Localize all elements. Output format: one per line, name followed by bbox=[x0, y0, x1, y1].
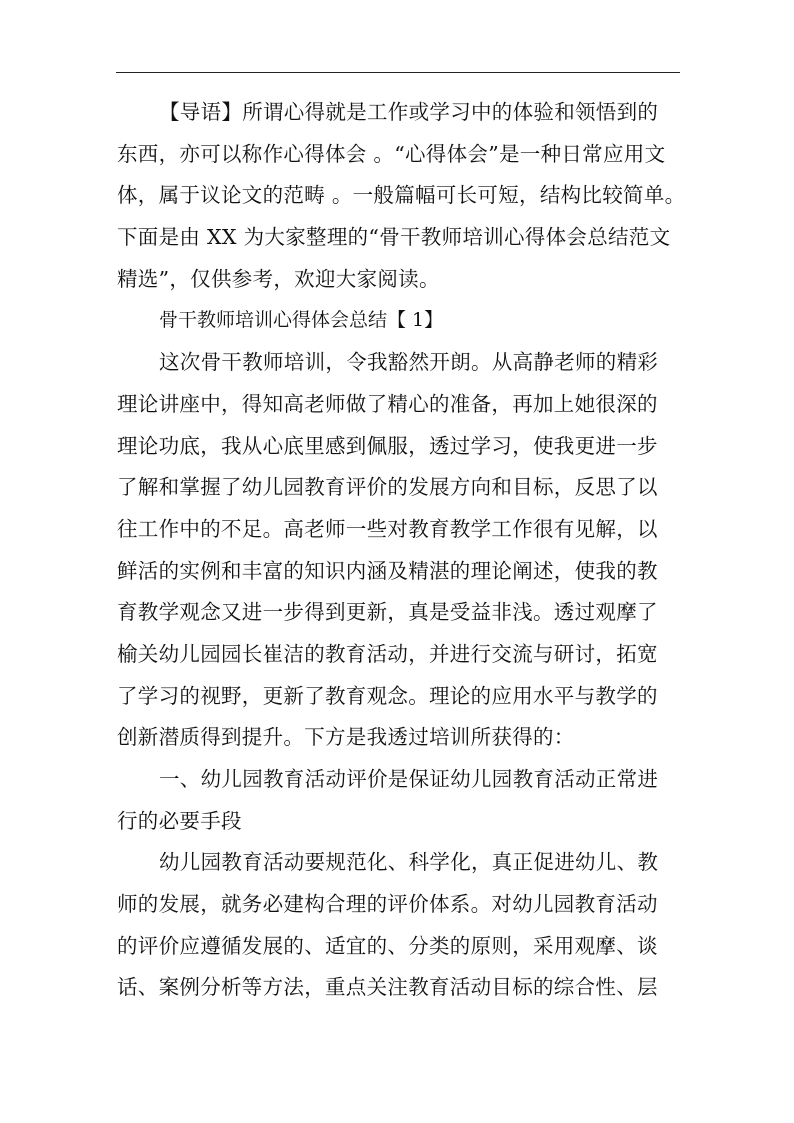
section-title: 骨干教师培训心得体会总结【 1】 bbox=[159, 309, 444, 332]
intro-line: 体，属于议论文的范畴 。一般篇幅可长可短，结构比较简单。 bbox=[117, 183, 686, 208]
paragraph-line: 话、案例分析等方法，重点关注教育活动目标的综合性、层 bbox=[117, 975, 658, 1000]
paragraph-line: 往工作中的不足。高老师一些对教育教学工作很有见解，以 bbox=[117, 516, 658, 541]
document-body bbox=[117, 92, 686, 1009]
paragraph-line: 的评价应遵循发展的、适宜的、分类的原则，采用观摩、谈 bbox=[117, 933, 658, 958]
intro-line: 下面是由 XX 为大家整理的“骨干教师培训心得体会总结范文 bbox=[117, 225, 671, 250]
subheading-line: 一、幼儿园教育活动评价是保证幼儿园教育活动正常进 bbox=[159, 767, 659, 791]
paragraph-line: 师的发展，就务必建构合理的评价体系。对幼儿园教育活动 bbox=[117, 892, 658, 917]
paragraph-line: 育教学观念又进一步得到更新，真是受益非浅。透过观摩了 bbox=[117, 600, 658, 625]
paragraph-line: 这次骨干教师培训，令我豁然开朗。从高静老师的精彩 bbox=[159, 350, 659, 375]
paragraph-line: 创新潜质得到提升。下方是我透过培训所获得的： bbox=[117, 725, 575, 750]
subheading-line: 行的必要手段 bbox=[117, 808, 242, 833]
paragraph-line: 了学习的视野，更新了教育观念。理论的应用水平与教学的 bbox=[117, 683, 658, 708]
paragraph-line: 理论讲座中，得知高老师做了精心的准备，再加上她很深的 bbox=[117, 391, 658, 416]
header-rule bbox=[116, 72, 680, 73]
paragraph-line: 了解和掌握了幼儿园教育评价的发展方向和目标，反思了以 bbox=[117, 475, 658, 500]
intro-line: 精选”，仅供参考，欢迎大家阅读。 bbox=[117, 266, 440, 291]
paragraph-line: 鲜活的实例和丰富的知识内涵及精湛的理论阐述，使我的教 bbox=[117, 558, 658, 583]
intro-line: 东西，亦可以称作心得体会 。“心得体会”是一种日常应用文 bbox=[117, 141, 666, 166]
intro-line: 【导语】所谓心得就是工作或学习中的体验和领悟到的 bbox=[159, 100, 659, 124]
paragraph-line: 幼儿园教育活动要规范化、科学化，真正促进幼儿、教 bbox=[159, 850, 659, 875]
paragraph-line: 理论功底，我从心底里感到佩服，透过学习，使我更进一步 bbox=[117, 433, 658, 458]
paragraph-line: 榆关幼儿园园长崔洁的教育活动，并进行交流与研讨，拓宽 bbox=[117, 641, 658, 666]
